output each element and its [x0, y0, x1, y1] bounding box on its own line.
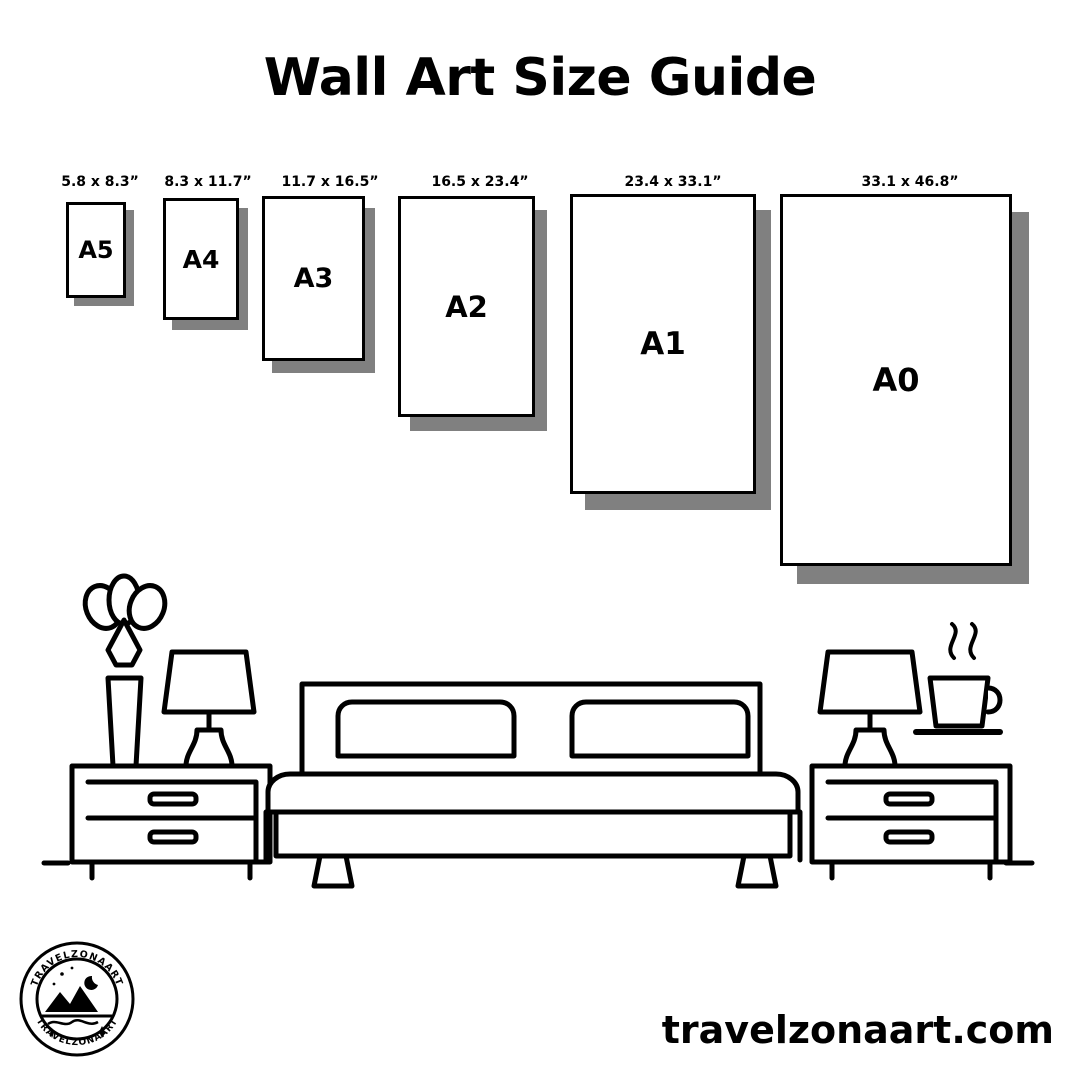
frame-a2 — [398, 196, 535, 417]
nightstand-left-icon — [72, 766, 270, 878]
frame-a3 — [262, 196, 365, 361]
frame-label-a0: A0 — [872, 361, 920, 399]
website-url: travelzonaart.com — [661, 1008, 1054, 1052]
nightstand-right-icon — [812, 766, 1010, 878]
size-dimensions-a2: 16.5 x 23.4” — [431, 174, 529, 190]
frame-label-a1: A1 — [640, 326, 686, 362]
size-dimensions-a1: 23.4 x 33.1” — [624, 174, 722, 190]
size-chart — [0, 160, 1080, 600]
bed-icon — [266, 684, 800, 886]
frame-label-a4: A4 — [182, 244, 220, 274]
bedroom-scene — [0, 560, 1080, 920]
logo-text-bottom: TRAVELZONAART — [33, 1016, 121, 1049]
coffee-cup-icon — [916, 624, 1000, 732]
mountain-moon-badge-icon — [18, 940, 136, 1058]
size-dimensions-a0: 33.1 x 46.8” — [861, 174, 959, 190]
bedroom-scene-illustration — [0, 560, 1080, 920]
frame-a1 — [570, 194, 756, 494]
frame-a4 — [163, 198, 239, 320]
potted-plant-icon — [79, 576, 171, 766]
frame-label-a3: A3 — [293, 263, 334, 294]
frame-a5 — [66, 202, 126, 298]
table-lamp-left-icon — [164, 652, 254, 766]
size-dimensions-a3: 11.7 x 16.5” — [281, 174, 379, 190]
frame-label-a5: A5 — [78, 236, 114, 264]
table-lamp-right-icon — [820, 652, 920, 766]
frame-label-a2: A2 — [445, 289, 488, 324]
size-dimensions-a5: 5.8 x 8.3” — [61, 174, 139, 190]
logo-text-top: TRAVELZONAART — [29, 948, 125, 988]
size-dimensions-a4: 8.3 x 11.7” — [164, 174, 252, 190]
page-title: Wall Art Size Guide — [263, 48, 817, 108]
frame-a0 — [780, 194, 1012, 566]
brand-logo — [18, 940, 136, 1058]
